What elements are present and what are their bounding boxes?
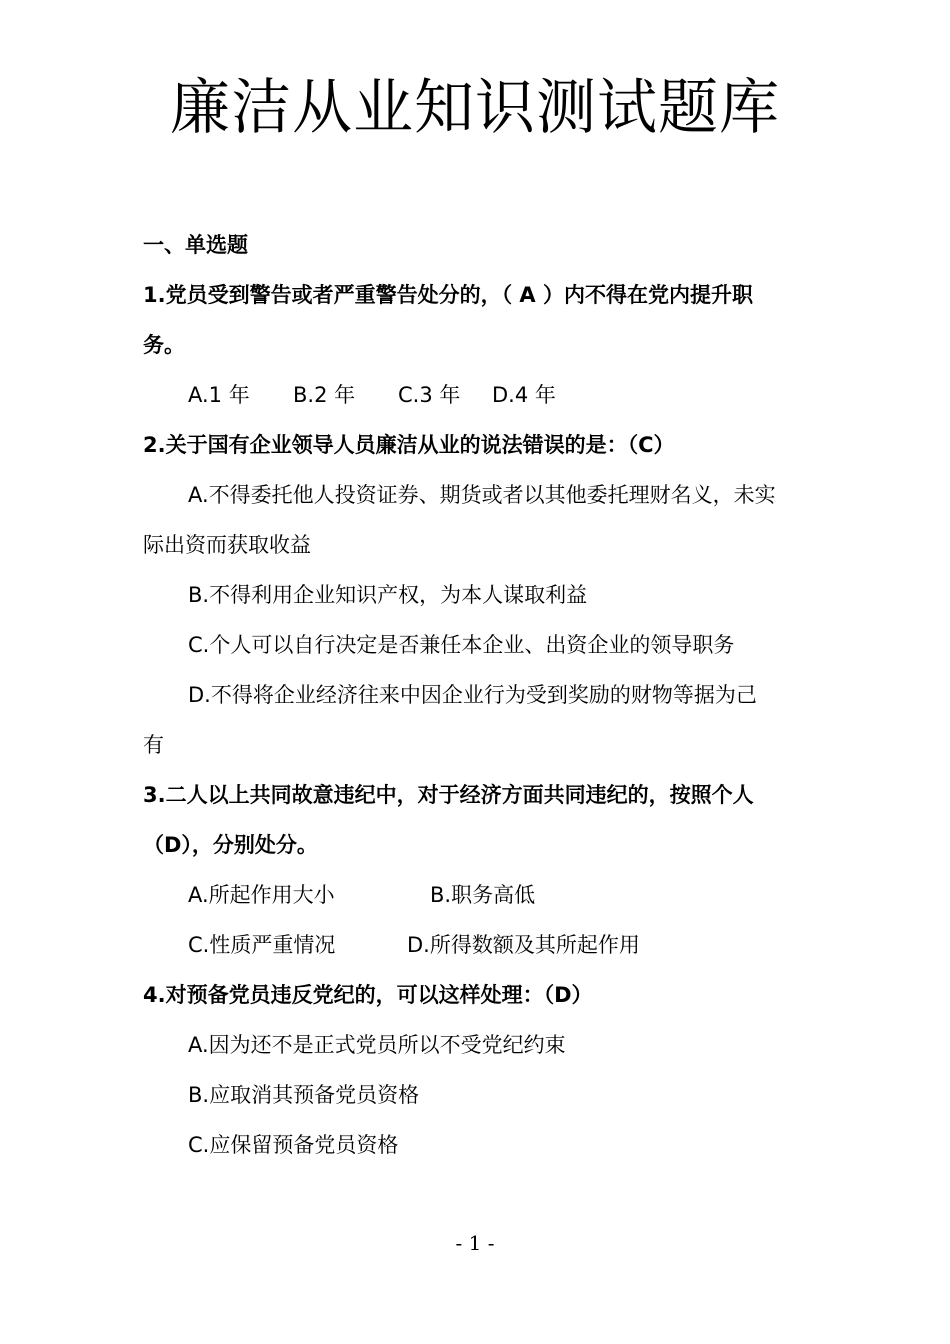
question-2-option-d-cont: 有: [143, 733, 164, 757]
question-2-option-c: C.个人可以自行决定是否兼任本企业、出资企业的领导职务: [188, 633, 735, 657]
question-2-text: 2.关于国有企业领导人员廉洁从业的说法错误的是：（C）: [143, 433, 675, 457]
question-1-text-cont: 务。: [143, 333, 185, 357]
question-4-option-c: C.应保留预备党员资格: [188, 1133, 399, 1157]
question-1-text: 1.党员受到警告或者严重警告处分的，（ A ）内不得在党内提升职: [143, 283, 753, 307]
question-4-text: 4.对预备党员违反党纪的，可以这样处理：（D）: [143, 983, 593, 1007]
question-3-option-b: B.职务高低: [430, 883, 536, 907]
question-3-text-cont: （D），分别处分。: [143, 833, 318, 857]
question-1-option-d: D.4 年: [492, 383, 556, 407]
question-4-option-b: B.应取消其预备党员资格: [188, 1083, 420, 1107]
question-3-option-a: A.所起作用大小: [188, 883, 335, 907]
question-3-text: 3.二人以上共同故意违纪中，对于经济方面共同违纪的，按照个人: [143, 783, 754, 807]
page-number: - 1 -: [455, 1231, 495, 1255]
question-2-option-b: B.不得利用企业知识产权，为本人谋取利益: [188, 583, 588, 607]
question-2-option-d: D.不得将企业经济往来中因企业行为受到奖励的财物等据为己: [188, 683, 757, 707]
section-heading: 一、单选题: [143, 233, 248, 257]
question-2-option-a: A.不得委托他人投资证券、期货或者以其他委托理财名义，未实: [188, 483, 776, 507]
question-2-option-a-cont: 际出资而获取收益: [143, 533, 311, 557]
question-1-option-b: B.2 年: [293, 383, 356, 407]
question-1-option-c: C.3 年: [398, 383, 461, 407]
question-3-option-d: D.所得数额及其所起作用: [407, 933, 640, 957]
question-3-option-c: C.性质严重情况: [188, 933, 336, 957]
document-title: 廉洁从业知识测试题库: [170, 73, 780, 143]
question-1-option-a: A.1 年: [188, 383, 250, 407]
question-4-option-a: A.因为还不是正式党员所以不受党纪约束: [188, 1033, 566, 1057]
